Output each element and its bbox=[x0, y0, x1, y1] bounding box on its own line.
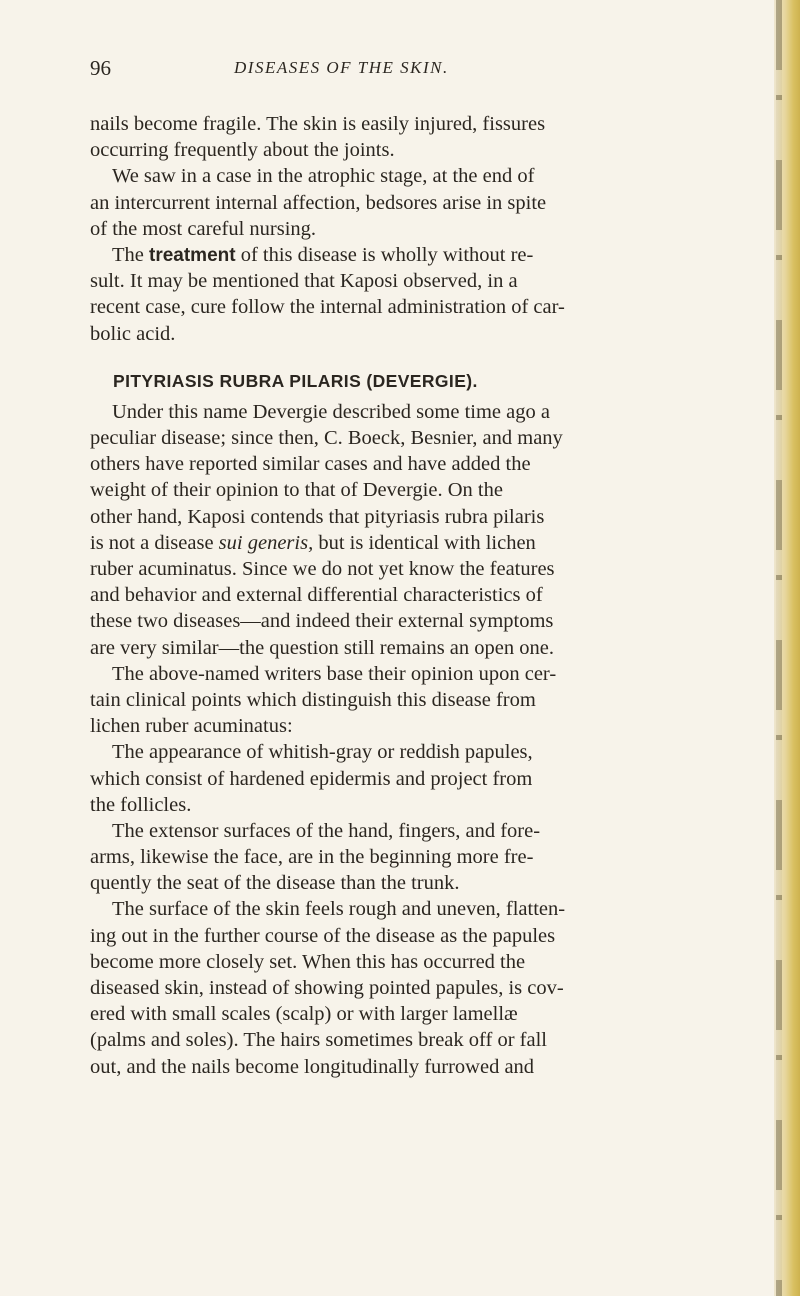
text-line: become more closely set. When this has occurred the bbox=[90, 950, 526, 973]
text-line: The extensor surfaces of the hand, fingers, and fore- bbox=[112, 819, 541, 842]
text-line: diseased skin, instead of showing pointed papules, is cov- bbox=[90, 977, 564, 999]
text-run: The bbox=[112, 243, 149, 266]
text-run: of this disease is wholly without re- bbox=[235, 243, 534, 266]
text-line: (palms and soles). The hairs sometimes break off or fall bbox=[90, 1029, 547, 1052]
paragraph bbox=[90, 818, 766, 897]
text-line: an intercurrent internal affection, bedsores arise in spite bbox=[90, 191, 547, 214]
text-line: recent case, cure follow the internal administration of car- bbox=[90, 296, 565, 319]
text-line: of the most careful nursing. bbox=[90, 217, 317, 240]
text-line: others have reported similar cases and have added the bbox=[90, 453, 531, 476]
text-line: lichen ruber acuminatus: bbox=[90, 715, 293, 738]
body-text bbox=[90, 111, 766, 1080]
text-line: other hand, Kaposi contends that pityriasis rubra pilaris bbox=[90, 505, 545, 528]
page-number: 96 bbox=[90, 56, 111, 80]
paragraph bbox=[90, 399, 766, 661]
text-line: bolic acid. bbox=[90, 322, 176, 345]
text-line bbox=[90, 530, 766, 556]
text-line: peculiar disease; since then, C. Boeck, Besnier, and many bbox=[90, 427, 563, 450]
text-run: is not a disease bbox=[90, 531, 219, 554]
text-line: quently the seat of the disease than the trunk. bbox=[90, 872, 460, 895]
text-line: weight of their opinion to that of Devergie. On the bbox=[90, 479, 503, 502]
running-head bbox=[90, 56, 730, 86]
text-line: the follicles. bbox=[90, 793, 192, 816]
text-line: We saw in a case in the atrophic stage, at the end of bbox=[112, 165, 535, 188]
text-line: Under this name Devergie described some time ago a bbox=[112, 400, 550, 423]
paragraph bbox=[90, 896, 766, 1079]
running-title: DISEASES OF THE SKIN. bbox=[234, 58, 449, 77]
italic-phrase: sui generis, bbox=[218, 531, 314, 554]
paragraph bbox=[90, 111, 766, 163]
text-line bbox=[90, 242, 766, 268]
text-line: and behavior and external differential characteristics of bbox=[90, 584, 543, 607]
text-line: The above-named writers base their opinion upon cer- bbox=[112, 662, 557, 685]
paragraph bbox=[90, 242, 766, 347]
paragraph bbox=[90, 163, 766, 242]
text-line: occurring frequently about the joints. bbox=[90, 139, 395, 162]
page-edge-gilding bbox=[774, 0, 800, 1296]
text-line: nails become fragile. The skin is easily injured, fissures bbox=[90, 113, 546, 135]
text-line: which consist of hardened epidermis and project from bbox=[90, 767, 533, 790]
text-line: sult. It may be mentioned that Kaposi observed, in a bbox=[90, 270, 518, 293]
text-line: arms, likewise the face, are in the beginning more fre- bbox=[90, 846, 534, 869]
text-line: tain clinical points which distinguish this disease from bbox=[90, 688, 536, 711]
text-line: The appearance of whitish-gray or reddish papules, bbox=[112, 741, 533, 764]
text-line: are very similar—the question still remains an open one. bbox=[90, 636, 554, 659]
paragraph bbox=[90, 739, 766, 818]
text-line: out, and the nails become longitudinally furrowed and bbox=[90, 1055, 535, 1078]
text-line: ered with small scales (scalp) or with larger lamellæ bbox=[90, 1003, 518, 1026]
text-line: ruber acuminatus. Since we do not yet know the features bbox=[90, 558, 555, 580]
text-line: The surface of the skin feels rough and uneven, flatten- bbox=[112, 898, 566, 921]
text-run: but is identical with lichen bbox=[313, 531, 536, 554]
paragraph bbox=[90, 661, 766, 740]
text-line: these two diseases—and indeed their external symptoms bbox=[90, 610, 554, 633]
keyword-treatment: treatment bbox=[149, 244, 236, 266]
section-heading: PITYRIASIS RUBRA PILARIS (DEVERGIE). bbox=[113, 370, 478, 391]
text-line: ing out in the further course of the disease as the papules bbox=[90, 924, 556, 947]
